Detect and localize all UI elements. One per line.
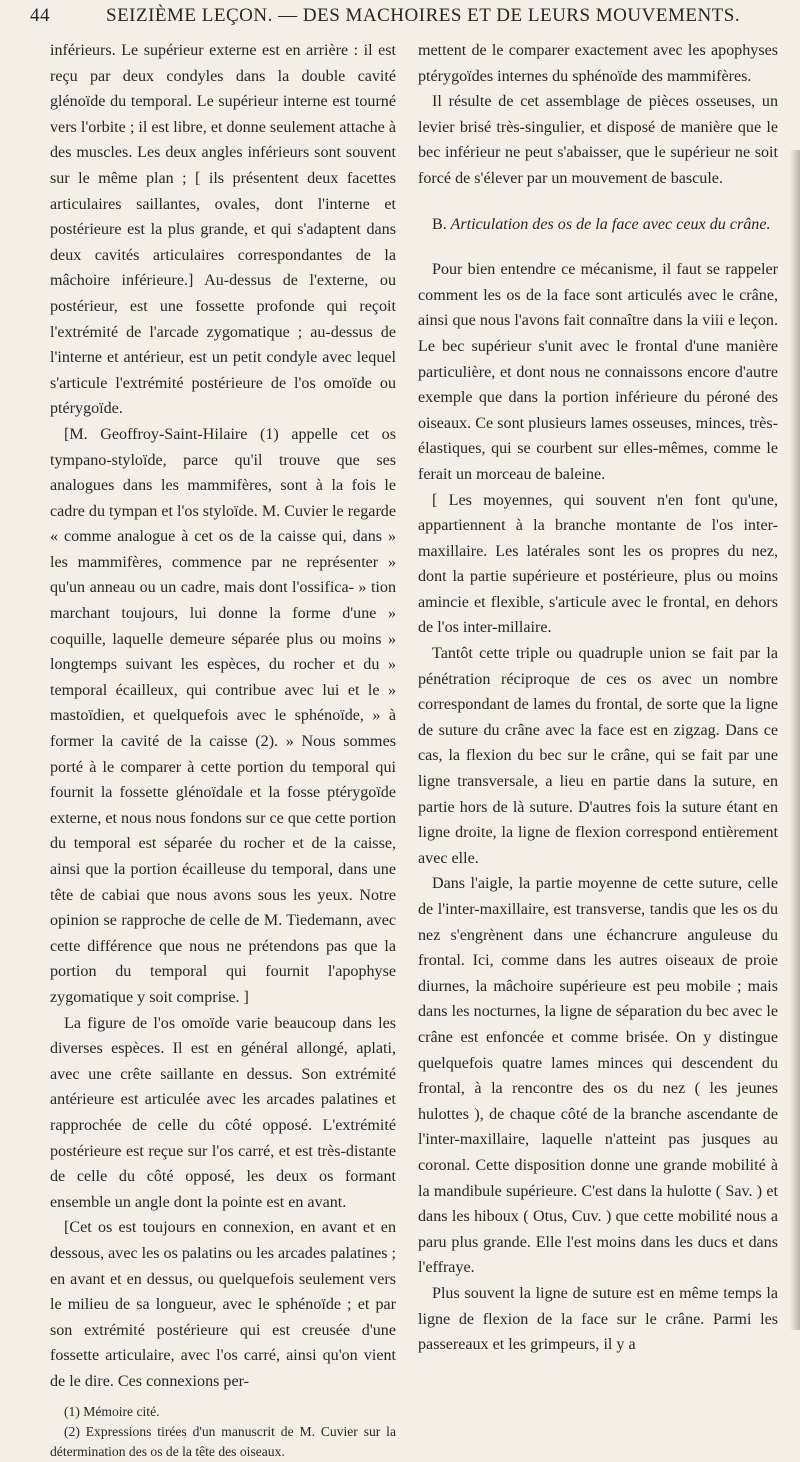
paragraph: [ Les moyennes, qui souvent n'en font qu'une, appartiennent à la branche montante de l'os inter-maxillaire. Les latérales sont les os propres du nez, dont la partie supérieure et postérieure, plus ou moins amincie et flexible, s'articule avec le frontal, en dehors de l'os inter-millaire. (418, 491, 778, 637)
section-title: Articulation des os de la face avec ceux du crâne. (450, 215, 771, 233)
paragraph: Dans l'aigle, la partie moyenne de cette suture, celle de l'inter-maxillaire, est transverse, tandis que les os du nez s'engrènent dans une échancrure anguleuse du frontal. Ici, comme dans les autres oiseaux de proie diurnes, la mâchoire supérieure est peu mobile ; mais dans les nocturnes, la ligne de séparation du bec avec le crâne est enfoncée et comme brisée. On y distingue quelquefois quatre lames minces qui descendent du frontal, à la rencontre des os du nez ( les jeunes hulottes ), de chaque côté de la branche ascendante de l'inter-maxillaire, laquelle n'atteint pas jusques au coronal. Cette disposition donne une grande mobilité à la mandibule supérieure. C'est dans la hulotte ( Sav. ) et dans les hiboux ( Otus, Cuv. ) que cette mobilité nous a paru plus grande. Elle l'est moins dans les ducs et dans l'effraye. (418, 875, 778, 1277)
page-number: 44 (30, 5, 50, 26)
paragraph: mettent de le comparer exactement avec les apophyses ptérygoïdes internes du sphénoïde des mammifères. (418, 42, 778, 85)
paragraph: Il résulte de cet assemblage de pièces osseuses, un levier brisé très-singulier, et disposé de manière que le bec inférieur ne peut s'abaisser, que le supérieur ne soit forcé de s'élever par un mouvement de bascule. (418, 93, 778, 187)
right-column (418, 38, 778, 1358)
left-column (50, 38, 396, 1462)
paragraph: La figure de l'os omoïde varie beaucoup dans les diverses espèces. Il est en général allongé, aplati, avec une crête saillante en dessus. Son extrémité antérieure est articulée avec les arcades palatines et rapprochée de celle du côté opposé. L'extrémité postérieure est reçue sur l'os carré, et est très-distante de celle du côté opposé, les deux os formant ensemble un angle dont la pointe est en avant. (50, 1014, 396, 1211)
footnote: (2) Expressions tirées d'un manuscrit de M. Cuvier sur la détermination des os de la tête des oiseaux. (50, 1424, 396, 1460)
page-header (30, 3, 776, 31)
footnote: (1) Mémoire cité. (64, 1404, 160, 1420)
running-title: SEIZIÈME LEÇON. — DES MACHOIRES ET DE LEURS MOUVEMENTS. (106, 5, 741, 26)
section-heading (418, 212, 778, 238)
page-edge-shadow (790, 150, 800, 1330)
paragraph: Tantôt cette triple ou quadruple union se fait par la pénétration réciproque de ces os avec un nombre correspondant de lames du frontal, de sorte que la ligne de suture du crâne avec la face est en zigzag. Dans ce cas, la flexion du bec sur le crâne, qui se fait par une ligne transversale, a lieu en partie dans la suture, en partie hors de là suture. D'autres fois la suture étant en ligne droite, la ligne de flexion correspond entièrement avec elle. (418, 645, 778, 867)
paragraph: [Cet os est toujours en connexion, en avant et en dessous, avec les os palatins ou les arcades palatines ; en avant et en dessus, ou quelquefois seulement vers le milieu de sa longueur, avec le sphénoïde ; et par son extrémité postérieure qui est creusée d'une fossette articulaire, avec l'os carré, ainsi qu'on vient de le dire. Ces connexions per- (50, 1219, 396, 1390)
paragraph: inférieurs. Le supérieur externe est en arrière : il est reçu par deux condyles dans la double cavité glénoïde du temporal. Le supérieur interne est tourné vers l'orbite ; il est libre, et donne seulement attache à des muscles. Les deux angles inférieurs sont souvent sur le même plan ; [ ils présentent deux facettes articulaires saillantes, ovales, dont l'interne et postérieure est la plus grande, et qui s'adaptent dans deux cavités articulaires correspondantes de la mâchoire inférieure.] Au-dessus de l'externe, ou postérieur, est une fossette profonde qui reçoit l'extrémité de l'arcade zygomatique ; au-dessus de l'interne et antérieur, est un petit condyle avec lequel s'articule l'extrémité postérieure de l'os omoïde ou ptérygoïde. (50, 42, 396, 418)
paragraph: Plus souvent la ligne de suture est en même temps la ligne de flexion de la face sur le crâne. Parmi les passereaux et les grimpeurs, il y a (418, 1284, 778, 1354)
paragraph: [M. Geoffroy-Saint-Hilaire (1) appelle cet os tympano-styloïde, parce qu'il trouve que ses analogues dans les mammifères, sont à la fois le cadre du tympan et l'os styloïde. M. Cuvier le regarde « comme analogue à cet os de la caisse qui, dans » les mammifères, commence par ne représenter » qu'un anneau ou un cadre, mais dont l'ossifica- » tion marchant toujours, lui donne la forme d'une » coquille, laquelle demeure séparée plus ou moins » longtemps suivant les espèces, du rocher et du » temporal écailleux, qui contribue avec lui et le » mastoïdien, et quelquefois avec le sphénoïde, » à former la cavité de la caisse (2). » Nous sommes porté à le comparer à cette portion du temporal qui fournit la fossette glénoïdale et la fosse ptérygoïde externe, et nous nous fondons sur ce que cette portion du temporal est séparée du rocher et de la caisse, ainsi que la portion écailleuse du temporal, dans une tête de cabiai que nous avons sous les yeux. Notre opinion se rapproche de celle de M. Tiedemann, avec cette différence que nous ne prétendons pas que la portion du temporal qui fournit l'apophyse zygomatique y soit comprise. ] (50, 425, 396, 1006)
paragraph: Pour bien entendre ce mécanisme, il faut se rappeler comment les os de la face sont articulés avec le crâne, ainsi que nous l'avons fait connaître dans la viii e leçon. Le bec supérieur s'unit avec le frontal d'une manière particulière, et dont nous ne connaissons encore d'autre exemple que dans la portion inférieure du péroné des oiseaux. Ce sont plusieurs lames osseuses, minces, très-élastiques, qui se courbent sur elles-mêmes, comme le ferait un morceau de baleine. (418, 261, 778, 483)
section-letter: B. (432, 215, 447, 233)
